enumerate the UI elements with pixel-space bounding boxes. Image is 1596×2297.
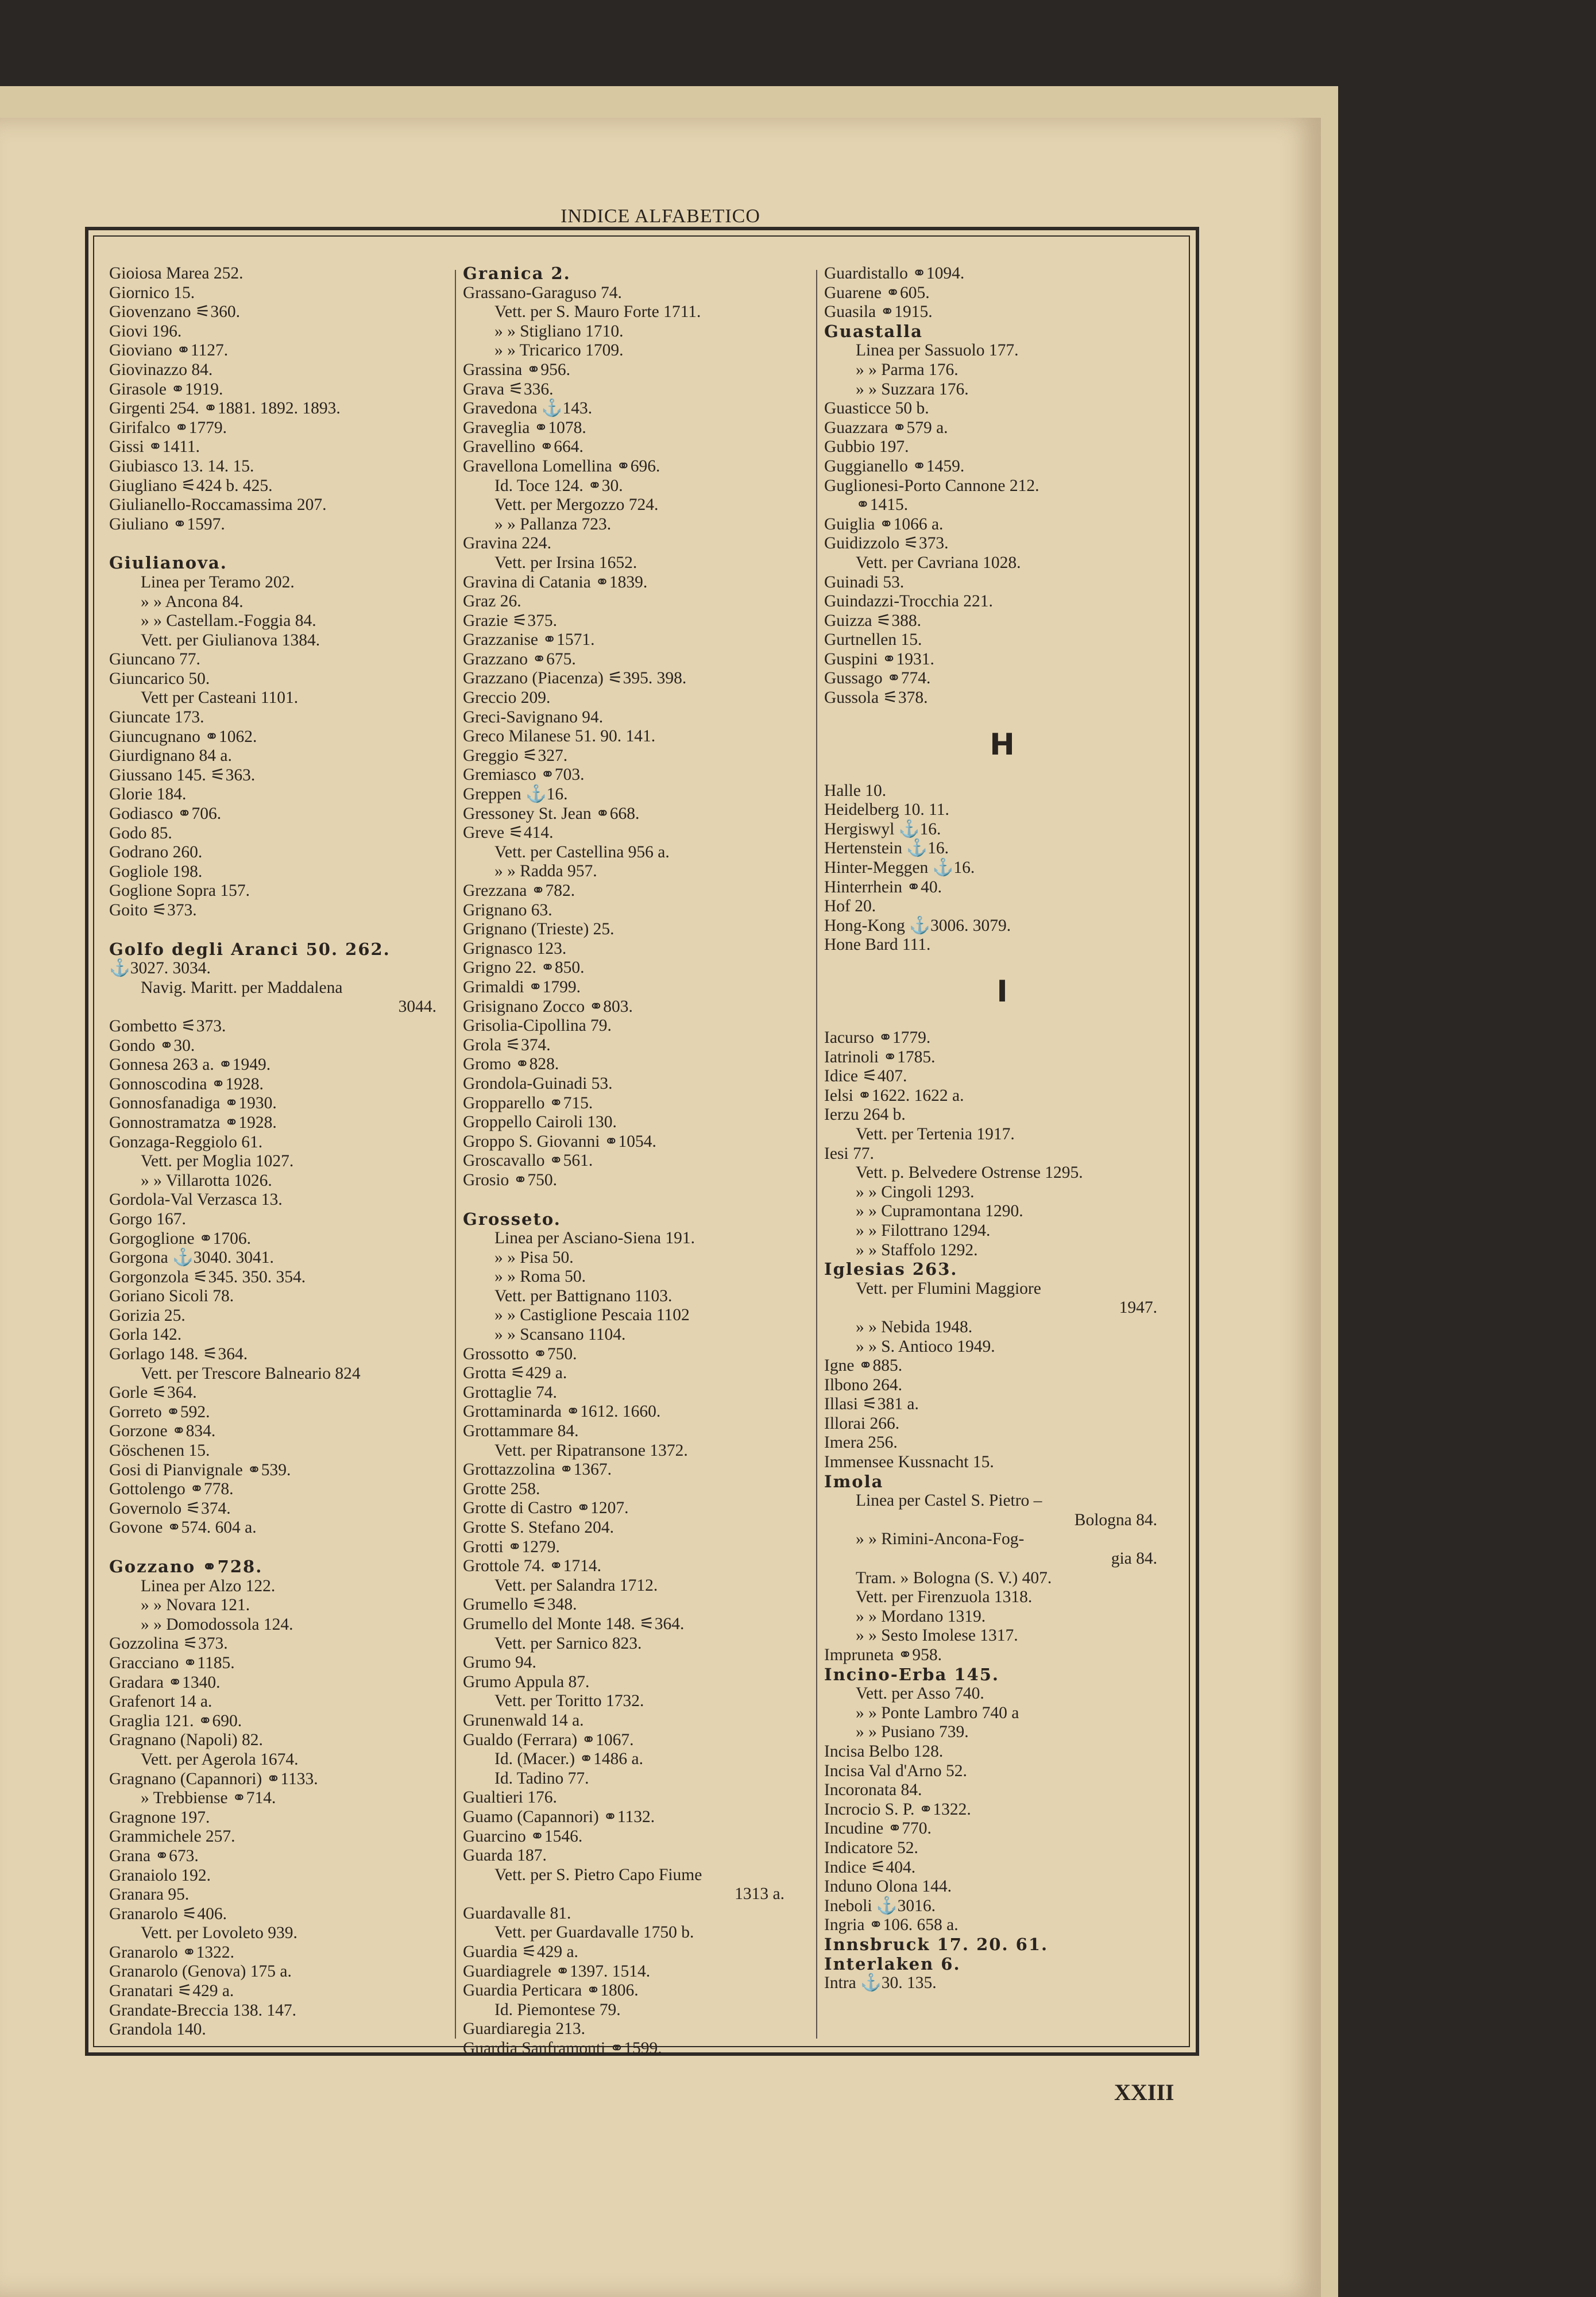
index-entry: Greco Milanese 51. 90. 141. bbox=[463, 727, 656, 746]
index-entry: Gozzano ⚭728. bbox=[109, 1557, 263, 1576]
index-entry: » » Rimini-Ancona-Fog- bbox=[856, 1530, 1025, 1549]
index-entry: Guizza ⚟388. bbox=[824, 611, 921, 630]
index-entry: » » Stigliano 1710. bbox=[494, 322, 624, 341]
index-entry: Bologna 84. bbox=[1074, 1510, 1157, 1529]
index-entry: Grigno 22. ⚭850. bbox=[463, 958, 585, 977]
index-entry: Vett. per Agerola 1674. bbox=[141, 1750, 299, 1769]
index-entry: Giubiasco 13. 14. 15. bbox=[109, 457, 254, 475]
index-entry: Groscavallo ⚭561. bbox=[463, 1151, 593, 1170]
index-entry: Grana ⚭673. bbox=[109, 1846, 199, 1865]
index-entry: Iglesias 263. bbox=[824, 1259, 958, 1279]
index-entry: Granaiolo 192. bbox=[109, 1866, 211, 1885]
index-entry: Gonnosfanadiga ⚭1930. bbox=[109, 1094, 277, 1113]
index-entry: Vett. per Giulianova 1384. bbox=[141, 631, 320, 649]
index-entry: Grassano-Garaguso 74. bbox=[463, 283, 622, 302]
index-entry: Grazzanise ⚭1571. bbox=[463, 631, 595, 649]
index-entry: Girasole ⚭1919. bbox=[109, 380, 223, 399]
index-column-1 bbox=[109, 264, 459, 2040]
index-entry: Guiglia ⚭1066 a. bbox=[824, 515, 944, 533]
index-entry: Vett. per Sarnico 823. bbox=[494, 1634, 642, 1653]
index-entry: Imera 256. bbox=[824, 1433, 898, 1452]
index-entry: Vett. per Battignano 1103. bbox=[494, 1286, 673, 1305]
index-entry: » » Tricarico 1709. bbox=[494, 341, 624, 360]
index-entry: Vett. per Mergozzo 724. bbox=[494, 496, 659, 515]
index-entry: Immensee Kussnacht 15. bbox=[824, 1453, 994, 1472]
index-entry: Navig. Maritt. per Maddalena bbox=[141, 978, 343, 997]
index-entry: » » Radda 957. bbox=[494, 862, 597, 881]
index-entry: Vett. p. Belvedere Ostrense 1295. bbox=[856, 1163, 1083, 1182]
index-entry: Vett per Casteani 1101. bbox=[141, 689, 299, 707]
index-entry: Gualdo (Ferrara) ⚭1067. bbox=[463, 1730, 634, 1749]
index-entry: Grazzano (Piacenza) ⚟395. 398. bbox=[463, 669, 687, 688]
index-entry: Guardia ⚟429 a. bbox=[463, 1943, 578, 1962]
index-entry: Vett. per Irsina 1652. bbox=[494, 553, 637, 572]
index-entry: Granica 2. bbox=[463, 264, 571, 283]
index-entry: Grava ⚟336. bbox=[463, 380, 554, 399]
page-header: INDICE ALFABETICO bbox=[561, 206, 760, 227]
index-entry: Giuncano 77. bbox=[109, 650, 200, 669]
index-entry: Grignano (Trieste) 25. bbox=[463, 920, 615, 939]
index-entry bbox=[824, 1009, 1180, 1028]
index-entry: Governolo ⚟374. bbox=[109, 1499, 231, 1518]
index-entry: Gorle ⚟364. bbox=[109, 1383, 197, 1402]
index-entry: Ilbono 264. bbox=[824, 1375, 903, 1394]
index-entry: » » Cingoli 1293. bbox=[856, 1182, 975, 1201]
index-entry: Girifalco ⚭1779. bbox=[109, 418, 227, 437]
index-entry bbox=[824, 955, 1180, 975]
index-entry: Iesi 77. bbox=[824, 1144, 874, 1163]
column-divider bbox=[816, 270, 817, 2039]
index-entry: Gravina 224. bbox=[463, 534, 552, 553]
index-entry: Vett. per Salandra 1712. bbox=[494, 1576, 658, 1595]
index-entry: Groppo S. Giovanni ⚭1054. bbox=[463, 1132, 656, 1151]
index-entry: Gorreto ⚭592. bbox=[109, 1402, 210, 1421]
index-entry: » » S. Antioco 1949. bbox=[856, 1337, 995, 1356]
index-entry: Giovenzano ⚟360. bbox=[109, 303, 240, 322]
index-entry: Gorlago 148. ⚟364. bbox=[109, 1345, 248, 1364]
index-entry: Gropparello ⚭715. bbox=[463, 1093, 593, 1112]
index-entry: Grazie ⚟375. bbox=[463, 611, 558, 630]
index-entry: Gonzaga-Reggiolo 61. bbox=[109, 1132, 263, 1151]
index-entry: » » Parma 176. bbox=[856, 360, 959, 379]
index-entry: Indice ⚟404. bbox=[824, 1858, 916, 1877]
index-entry: Grotta ⚟429 a. bbox=[463, 1364, 567, 1383]
index-entry: Grandate-Breccia 138. 147. bbox=[109, 2001, 296, 2020]
index-entry: Grisolia-Cipollina 79. bbox=[463, 1016, 612, 1035]
index-entry: Guindazzi-Trocchia 221. bbox=[824, 592, 993, 611]
index-entry: Grignasco 123. bbox=[463, 939, 567, 958]
index-entry: Igne ⚭885. bbox=[824, 1356, 903, 1375]
index-entry: Giornico 15. bbox=[109, 283, 195, 302]
index-entry: » » Ancona 84. bbox=[141, 592, 244, 611]
index-entry: Gromo ⚭828. bbox=[463, 1055, 559, 1074]
index-entry: Ineboli ⚓3016. bbox=[824, 1896, 936, 1915]
index-entry: Grotte di Castro ⚭1207. bbox=[463, 1499, 629, 1518]
index-entry: Gremiasco ⚭703. bbox=[463, 765, 585, 784]
index-entry: Gorgo 167. bbox=[109, 1209, 186, 1228]
index-entry: » » Suzzara 176. bbox=[856, 380, 969, 399]
index-entry: Guasticce 50 b. bbox=[824, 399, 929, 418]
index-entry: Guinadi 53. bbox=[824, 573, 905, 591]
index-entry: Guardistallo ⚭1094. bbox=[824, 264, 965, 283]
index-entry: » » Scansano 1104. bbox=[494, 1325, 626, 1344]
index-entry: Grottole 74. ⚭1714. bbox=[463, 1557, 602, 1576]
index-entry: Gondo ⚭30. bbox=[109, 1036, 195, 1055]
index-entry: Grottaminarda ⚭1612. 1660. bbox=[463, 1402, 661, 1421]
index-entry: Ingria ⚭106. 658 a. bbox=[824, 1916, 959, 1935]
index-entry: Linea per Castel S. Pietro – bbox=[856, 1491, 1042, 1510]
index-entry: Grumello del Monte 148. ⚟364. bbox=[463, 1614, 685, 1633]
index-entry: Guardavalle 81. bbox=[463, 1904, 571, 1923]
index-entry: Gissi ⚭1411. bbox=[109, 438, 200, 457]
index-entry: Greppen ⚓16. bbox=[463, 785, 568, 804]
index-entry: Id. (Macer.) ⚭1486 a. bbox=[494, 1750, 643, 1769]
index-entry: Gragnano (Napoli) 82. bbox=[109, 1731, 263, 1750]
index-entry: Vett. per Ripatransone 1372. bbox=[494, 1441, 688, 1460]
index-entry: Gonnesa 263 a. ⚭1949. bbox=[109, 1055, 271, 1074]
index-entry: Guspini ⚭1931. bbox=[824, 649, 934, 668]
index-entry: Hinter-Meggen ⚓16. bbox=[824, 859, 975, 877]
section-letter: I bbox=[996, 975, 1008, 1009]
index-entry bbox=[109, 921, 459, 940]
index-entry bbox=[463, 1190, 807, 1210]
index-entry: Vett. per Trescore Balneario 824 bbox=[141, 1364, 361, 1383]
index-entry: Gottolengo ⚭778. bbox=[109, 1480, 234, 1499]
index-entry: Gravellona Lomellina ⚭696. bbox=[463, 457, 660, 475]
index-entry: Vett. per Moglia 1027. bbox=[141, 1152, 294, 1171]
index-entry: Vett. per Guardavalle 1750 b. bbox=[494, 1923, 694, 1942]
index-entry: Gravina di Catania ⚭1839. bbox=[463, 573, 648, 591]
index-entry: Gorla 142. bbox=[109, 1325, 182, 1344]
index-entry: Guasila ⚭1915. bbox=[824, 303, 933, 322]
index-entry: Vett. per Toritto 1732. bbox=[494, 1692, 644, 1711]
index-entry: Godiasco ⚭706. bbox=[109, 805, 222, 823]
index-entry: Linea per Alzo 122. bbox=[141, 1576, 276, 1595]
index-entry: Grotte S. Stefano 204. bbox=[463, 1518, 615, 1537]
index-entry: Glorie 184. bbox=[109, 785, 187, 804]
index-entry: Gussago ⚭774. bbox=[824, 669, 931, 688]
index-entry: » » Staffolo 1292. bbox=[856, 1240, 978, 1259]
index-entry: Girgenti 254. ⚭1881. 1892. 1893. bbox=[109, 399, 341, 418]
index-entry: Greccio 209. bbox=[463, 689, 551, 707]
index-entry: Hong-Kong ⚓3006. 3079. bbox=[824, 916, 1011, 935]
index-entry: Grola ⚟374. bbox=[463, 1035, 551, 1054]
index-entry: Vett. per Cavriana 1028. bbox=[856, 553, 1021, 572]
index-entry: Intra ⚓30. 135. bbox=[824, 1974, 937, 1993]
section-letter: H bbox=[990, 727, 1015, 762]
index-entry: Graveglia ⚭1078. bbox=[463, 418, 586, 437]
index-entry bbox=[109, 534, 459, 554]
index-entry: Gualtieri 176. bbox=[463, 1788, 557, 1807]
index-entry: » » Roma 50. bbox=[494, 1267, 586, 1286]
index-entry: Goglione Sopra 157. bbox=[109, 881, 250, 900]
index-entry: Guglionesi-Porto Cannone 212. bbox=[824, 476, 1039, 495]
index-entry: Gorizia 25. bbox=[109, 1306, 186, 1325]
index-entry: Grazzano ⚭675. bbox=[463, 649, 576, 668]
index-entry: Godrano 260. bbox=[109, 843, 203, 862]
index-entry: Grumo Appula 87. bbox=[463, 1672, 590, 1691]
index-entry: Giulianova. bbox=[109, 553, 227, 573]
index-column-3 bbox=[824, 264, 1180, 1993]
index-entry: » » Cupramontana 1290. bbox=[856, 1202, 1023, 1221]
index-entry bbox=[824, 708, 1180, 728]
index-entry: Linea per Sassuolo 177. bbox=[856, 341, 1019, 360]
index-entry: Guardiaregia 213. bbox=[463, 2020, 585, 2039]
index-entry: Granatari ⚟429 a. bbox=[109, 1982, 234, 2001]
index-entry: Incoronata 84. bbox=[824, 1781, 922, 1800]
index-entry: Guardiagrele ⚭1397. 1514. bbox=[463, 1962, 651, 1981]
index-entry: Gradara ⚭1340. bbox=[109, 1673, 221, 1692]
index-entry: Guarcino ⚭1546. bbox=[463, 1827, 583, 1846]
index-entry: Grumo 94. bbox=[463, 1653, 536, 1672]
index-entry: Gioviano ⚭1127. bbox=[109, 341, 229, 360]
index-entry: Gogliole 198. bbox=[109, 862, 203, 881]
index-entry: Guardia Perticara ⚭1806. bbox=[463, 1981, 639, 2000]
index-entry: Hof 20. bbox=[824, 897, 876, 916]
index-entry: Giugliano ⚟424 b. 425. bbox=[109, 476, 273, 495]
index-entry: Gioiosa Marea 252. bbox=[109, 264, 244, 283]
index-entry: ⚭1415. bbox=[856, 496, 909, 515]
index-entry: Gorgonzola ⚟345. 350. 354. bbox=[109, 1267, 306, 1286]
index-entry: Giuliano ⚭1597. bbox=[109, 515, 225, 533]
index-entry: gia 84. bbox=[1111, 1549, 1157, 1568]
index-entry: Gombetto ⚟373. bbox=[109, 1016, 226, 1035]
index-entry: Incisa Belbo 128. bbox=[824, 1742, 944, 1761]
index-entry: Graz 26. bbox=[463, 592, 521, 611]
page-number: XXIII bbox=[1114, 2079, 1174, 2105]
index-entry: Illasi ⚟381 a. bbox=[824, 1395, 919, 1414]
index-entry: ⚓3027. 3034. bbox=[109, 959, 211, 978]
index-entry: Gordola-Val Verzasca 13. bbox=[109, 1190, 283, 1209]
index-entry: Giovinazzo 84. bbox=[109, 360, 213, 379]
index-entry: Vett. per Lovoleto 939. bbox=[141, 1924, 297, 1943]
index-entry: Grafenort 14 a. bbox=[109, 1692, 212, 1711]
index-entry: » » Novara 121. bbox=[141, 1596, 250, 1615]
index-entry: Granara 95. bbox=[109, 1885, 190, 1904]
index-entry: Illorai 266. bbox=[824, 1414, 900, 1433]
index-entry: Impruneta ⚭958. bbox=[824, 1646, 942, 1664]
index-entry: Vett. per Castellina 956 a. bbox=[494, 842, 670, 861]
index-entry: Induno Olona 144. bbox=[824, 1877, 952, 1896]
index-entry: Giulianello-Roccamassima 207. bbox=[109, 496, 327, 515]
index-entry: Gracciano ⚭1185. bbox=[109, 1653, 235, 1672]
index-entry: Granarolo ⚟406. bbox=[109, 1904, 227, 1923]
index-entry: Guarene ⚭605. bbox=[824, 283, 930, 302]
index-entry: » » Filottrano 1294. bbox=[856, 1221, 991, 1240]
index-entry: Grammichele 257. bbox=[109, 1827, 235, 1846]
index-entry: » » Sesto Imolese 1317. bbox=[856, 1626, 1018, 1645]
index-entry: » » Domodossola 124. bbox=[141, 1615, 293, 1634]
index-entry: Göschenen 15. bbox=[109, 1441, 210, 1460]
index-entry: Grassina ⚭956. bbox=[463, 360, 570, 379]
index-entry: Grottammare 84. bbox=[463, 1422, 579, 1441]
index-entry: Vett. per S. Mauro Forte 1711. bbox=[494, 303, 701, 322]
index-entry: » Trebbiense ⚭714. bbox=[141, 1789, 276, 1808]
index-entry: Grotti ⚭1279. bbox=[463, 1537, 560, 1556]
index-entry: Greci-Savignano 94. bbox=[463, 707, 604, 726]
index-entry: Gravellino ⚭664. bbox=[463, 438, 583, 457]
index-entry: Linea per Teramo 202. bbox=[141, 573, 295, 591]
index-entry: Vett. per Asso 740. bbox=[856, 1684, 984, 1703]
index-entry: Incudine ⚭770. bbox=[824, 1819, 932, 1838]
index-entry: Golfo degli Aranci 50. 262. bbox=[109, 939, 391, 959]
index-entry: Grisignano Zocco ⚭803. bbox=[463, 997, 633, 1016]
index-column-2 bbox=[463, 264, 807, 2059]
index-entry: Grignano 63. bbox=[463, 900, 552, 919]
index-entry: Grosseto. bbox=[463, 1209, 561, 1229]
index-entry: » » Pallanza 723. bbox=[494, 515, 612, 533]
index-entry: Goito ⚟373. bbox=[109, 901, 197, 919]
index-entry: Giussano 145. ⚟363. bbox=[109, 765, 256, 784]
index-entry: Gosi di Pianvignale ⚭539. bbox=[109, 1460, 291, 1479]
index-entry: Vett. per Firenzuola 1318. bbox=[856, 1588, 1033, 1607]
index-entry: Id. Piemontese 79. bbox=[494, 2000, 621, 2019]
index-entry: Gorgona ⚓3040. 3041. bbox=[109, 1248, 274, 1267]
index-entry: Linea per Asciano-Siena 191. bbox=[494, 1229, 695, 1248]
index-entry: Godo 85. bbox=[109, 823, 172, 842]
index-entry: Guidizzolo ⚟373. bbox=[824, 534, 949, 553]
index-entry: Grossotto ⚭750. bbox=[463, 1344, 577, 1363]
index-entry: » » Castiglione Pescaia 1102 bbox=[494, 1306, 690, 1325]
index-entry: Interlaken 6. bbox=[824, 1954, 961, 1974]
index-entry: Gozzolina ⚟373. bbox=[109, 1634, 228, 1653]
index-entry: Tram. » Bologna (S. V.) 407. bbox=[856, 1568, 1052, 1587]
index-entry: Gressoney St. Jean ⚭668. bbox=[463, 804, 640, 823]
index-entry: Giuncarico 50. bbox=[109, 669, 210, 688]
index-entry: Grosio ⚭750. bbox=[463, 1170, 558, 1189]
index-entry: Guazzara ⚭579 a. bbox=[824, 418, 948, 437]
index-entry: Grimaldi ⚭1799. bbox=[463, 977, 581, 996]
index-entry: Guggianello ⚭1459. bbox=[824, 457, 965, 475]
index-entry: Goriano Sicoli 78. bbox=[109, 1287, 234, 1306]
index-entry: Vett. per S. Pietro Capo Fiume bbox=[494, 1865, 702, 1884]
index-entry: » » Pisa 50. bbox=[494, 1248, 574, 1267]
index-entry: Gravedona ⚓143. bbox=[463, 399, 593, 418]
index-entry: Vett. per Tertenia 1917. bbox=[856, 1124, 1015, 1143]
index-entry: Grezzana ⚭782. bbox=[463, 881, 575, 900]
index-entry: Grumello ⚟348. bbox=[463, 1595, 577, 1614]
index-entry: Incrocio S. P. ⚭1322. bbox=[824, 1800, 971, 1819]
index-entry: Idice ⚟407. bbox=[824, 1067, 907, 1086]
index-entry: Greve ⚟414. bbox=[463, 823, 554, 842]
index-entry: Grondola-Guinadi 53. bbox=[463, 1074, 613, 1093]
index-entry: Giurdignano 84 a. bbox=[109, 747, 232, 765]
index-entry: Grandola 140. bbox=[109, 2020, 206, 2039]
index-entry: » » Castellam.-Foggia 84. bbox=[141, 612, 316, 631]
index-entry: Greggio ⚟327. bbox=[463, 746, 568, 765]
index-entry: Imola bbox=[824, 1471, 884, 1491]
index-entry: Grotte 258. bbox=[463, 1479, 540, 1498]
index-entry: Incisa Val d'Arno 52. bbox=[824, 1761, 967, 1780]
index-entry: Grottazzolina ⚭1367. bbox=[463, 1460, 612, 1479]
index-entry bbox=[109, 1538, 459, 1557]
index-entry: 1313 a. bbox=[735, 1885, 785, 1904]
index-entry: Gorgoglione ⚭1706. bbox=[109, 1229, 252, 1248]
index-entry: Iacurso ⚭1779. bbox=[824, 1028, 931, 1047]
index-entry bbox=[824, 762, 1180, 782]
index-entry: Hinterrhein ⚭40. bbox=[824, 877, 942, 896]
index-entry: Ielsi ⚭1622. 1622 a. bbox=[824, 1086, 964, 1105]
index-entry: Gussola ⚟378. bbox=[824, 689, 928, 707]
index-entry: Guastalla bbox=[824, 321, 923, 341]
index-entry: Giuncate 173. bbox=[109, 708, 204, 727]
index-entry: Gragnano (Capannori) ⚭1133. bbox=[109, 1769, 318, 1788]
index-entry: Guardia Sanframonti ⚭1599. bbox=[463, 2039, 662, 2058]
index-entry: Gorzone ⚭834. bbox=[109, 1422, 216, 1441]
index-entry: » » Villarotta 1026. bbox=[141, 1171, 272, 1190]
index-entry: 3044. bbox=[398, 997, 436, 1016]
index-entry: Guamo (Capannori) ⚭1132. bbox=[463, 1807, 655, 1826]
index-entry: Indicatore 52. bbox=[824, 1838, 918, 1857]
index-entry: Incino-Erba 145. bbox=[824, 1664, 999, 1684]
index-entry: 1947. bbox=[1119, 1298, 1157, 1317]
index-entry: Hertenstein ⚓16. bbox=[824, 839, 949, 858]
index-entry: Gonnoscodina ⚭1928. bbox=[109, 1074, 264, 1093]
index-entry: Gubbio 197. bbox=[824, 438, 909, 457]
index-entry: Id. Tadino 77. bbox=[494, 1769, 589, 1788]
index-entry: Giuncugnano ⚭1062. bbox=[109, 727, 257, 746]
index-entry: Iatrinoli ⚭1785. bbox=[824, 1047, 936, 1066]
index-entry: Giovi 196. bbox=[109, 322, 182, 341]
index-entry: » » Nebida 1948. bbox=[856, 1317, 973, 1336]
index-entry: » » Pusiano 739. bbox=[856, 1723, 969, 1742]
index-entry: Halle 10. bbox=[824, 781, 887, 800]
index-entry: » » Mordano 1319. bbox=[856, 1607, 986, 1626]
index-entry: Grunenwald 14 a. bbox=[463, 1711, 584, 1730]
index-entry: Ierzu 264 b. bbox=[824, 1105, 906, 1124]
index-entry: Innsbruck 17. 20. 61. bbox=[824, 1934, 1049, 1954]
index-entry: Grottaglie 74. bbox=[463, 1383, 557, 1402]
index-entry: Gonnostramatza ⚭1928. bbox=[109, 1113, 277, 1132]
index-entry: Granarolo ⚭1322. bbox=[109, 1943, 235, 1962]
index-entry: Govone ⚭574. 604 a. bbox=[109, 1518, 257, 1537]
index-entry: Granarolo (Genova) 175 a. bbox=[109, 1962, 292, 1981]
index-entry: Gragnone 197. bbox=[109, 1808, 210, 1827]
index-entry: Heidelberg 10. 11. bbox=[824, 801, 949, 819]
index-entry: Guarda 187. bbox=[463, 1846, 547, 1865]
index-entry: Hergiswyl ⚓16. bbox=[824, 819, 941, 838]
index-entry: Graglia 121. ⚭690. bbox=[109, 1711, 242, 1730]
index-entry: Groppello Cairoli 130. bbox=[463, 1113, 617, 1132]
index-entry: Hone Bard 111. bbox=[824, 935, 931, 954]
index-entry: » » Ponte Lambro 740 a bbox=[856, 1703, 1019, 1722]
index-entry: Id. Toce 124. ⚭30. bbox=[494, 476, 623, 495]
index-entry: Gurtnellen 15. bbox=[824, 631, 922, 649]
index-entry: Vett. per Flumini Maggiore bbox=[856, 1279, 1041, 1298]
